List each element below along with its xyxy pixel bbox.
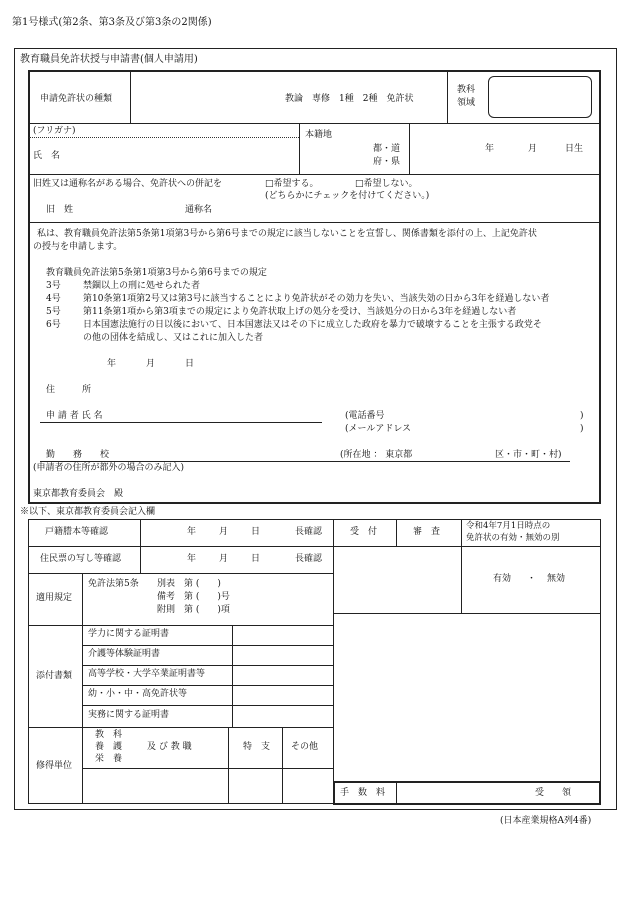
old-name-label: 旧 姓 xyxy=(46,205,74,215)
check-note: (どちらかにチェックを付けてください。) xyxy=(265,191,430,201)
alias-label: 通称名 xyxy=(185,205,213,215)
license-type-label: 申請免許状の種類 xyxy=(40,94,113,104)
juminhyo-chief-confirm: 長確認 xyxy=(295,554,323,564)
valid-dot: ・ xyxy=(527,574,537,584)
credit-sub-eiyo: 栄 養 xyxy=(95,754,123,764)
credit-sub-kyoka: 教 科 xyxy=(95,730,123,740)
license-type-value: 教論 専修 1種 2種 免許状 xyxy=(285,94,414,104)
rule-law: 免許法第5条 xyxy=(88,579,139,589)
attachment-item: 高等学校・大学卒業証明書等 xyxy=(88,669,206,679)
phone-close: ) xyxy=(580,411,584,421)
location-label: (所在地 ： 東京都 xyxy=(340,450,413,460)
address-label: 住 所 xyxy=(46,385,92,395)
koseki-chief-confirm: 長確認 xyxy=(295,527,323,537)
workplace-label: 勤 務 校 xyxy=(46,450,110,460)
wish-yes-checkbox[interactable]: □希望する。 xyxy=(265,179,319,189)
rule-item-no: 3号 xyxy=(46,281,61,291)
phone-label: (電話番号 xyxy=(345,411,385,421)
credits-label: 修得単位 xyxy=(36,761,73,771)
mail-close: ) xyxy=(580,424,584,434)
rule-item-text: 禁錮以上の刑に処せられた者 xyxy=(83,281,201,291)
office-right-grid xyxy=(333,519,601,804)
shinsa-label: 審 査 xyxy=(413,527,441,537)
subject-input[interactable] xyxy=(488,76,592,118)
juminhyo-month: 月 xyxy=(219,554,229,564)
attachments-label: 添付書類 xyxy=(36,671,73,681)
attachment-item: 実務に関する証明書 xyxy=(88,710,170,720)
fee-label: 手 数 料 xyxy=(340,788,386,798)
birth-month: 月 xyxy=(528,144,538,154)
honseki-label: 本籍地 xyxy=(305,130,333,140)
credit-kyoshoku: 及 び 教 職 xyxy=(147,742,192,752)
date-day: 日 xyxy=(185,359,195,369)
mail-label: (メールアドレス xyxy=(345,424,412,434)
furigana-label: (フリガナ) xyxy=(33,126,76,136)
declaration-line-1: 私は、教育職員免許法第5条第1項第3号から第6号までの規定に該当しないことを宣誓し、関係書類を添付の上、上記免許状 xyxy=(37,229,537,239)
attachment-item: 介護等体験証明書 xyxy=(88,649,161,659)
paper-spec: (日本産業規格A列4番) xyxy=(500,816,592,826)
rule-title: 教育職員免許法第5条第1項第3号から第6号までの規定 xyxy=(46,268,267,278)
rule-item-text: 第11条第1項から第3項までの規定により免許状取上げの処分を受け、当該処分の日から3年を経過しない者 xyxy=(83,307,517,317)
receipt-label: 受 領 xyxy=(535,788,572,798)
validity-head-2: 免許状の有効・無効の別 xyxy=(466,533,560,543)
prefecture-label-2: 府・県 xyxy=(373,157,401,167)
valid-option[interactable]: 有効 xyxy=(493,574,512,584)
declaration-line-2: の授与を申請します。 xyxy=(33,242,123,252)
prefecture-label-1: 都・道 xyxy=(373,144,401,154)
rule-item-6-continued: の他の団体を結成し、又はこれに加入した者 xyxy=(83,333,264,343)
subject-label-1: 教科 xyxy=(457,85,476,95)
rule-item-text: 日本国憲法施行の日以後において、日本国憲法又はその下に成立した政府を暴力で破壊することを主張する政党そ xyxy=(83,320,542,330)
rule-item-no: 6号 xyxy=(46,320,61,330)
location-suffix: 区・市・町・村) xyxy=(495,450,562,460)
validity-head-1: 令和4年7月1日時点の xyxy=(466,521,551,531)
rule-item-no: 4号 xyxy=(46,294,61,304)
addressee: 東京都教育委員会 殿 xyxy=(33,489,124,499)
apply-rule-label: 適用規定 xyxy=(36,593,73,603)
credit-sub-yogo: 養 護 xyxy=(95,742,123,752)
attachment-item: 幼・小・中・高免許状等 xyxy=(88,689,188,699)
applicant-name-field[interactable] xyxy=(40,422,322,423)
rule-item-text: 第10条第1項第2号又は第3号に該当することにより免許状がその効力を失い、当該失効の日から3年を経過しない者 xyxy=(83,294,550,304)
office-use-note: ※以下、東京都教育委員会記入欄 xyxy=(20,507,156,517)
name-label: 氏 名 xyxy=(33,151,61,161)
form-number: 第1号様式(第2条、第3条及び第3条の2関係) xyxy=(12,17,212,28)
birth-day: 日生 xyxy=(565,144,584,154)
attachment-item: 学力に関する証明書 xyxy=(88,629,170,639)
invalid-option[interactable]: 無効 xyxy=(547,574,566,584)
koseki-day: 日 xyxy=(251,527,261,537)
old-name-question: 旧姓又は通称名がある場合、免許状への併記を xyxy=(33,179,223,189)
subject-label-2: 領域 xyxy=(457,98,476,108)
form-title: 教育職員免許状授与申請書(個人申請用) xyxy=(20,54,198,65)
koseki-month: 月 xyxy=(219,527,229,537)
date-year: 年 xyxy=(107,359,117,369)
juminhyo-year: 年 xyxy=(187,554,197,564)
credit-tokushi: 特 支 xyxy=(243,742,271,752)
wish-no-checkbox[interactable]: □希望しない。 xyxy=(355,179,418,189)
rule-biko: 備考 第 ( )号 xyxy=(157,592,230,602)
credit-other: その他 xyxy=(291,742,319,752)
rule-item-no: 5号 xyxy=(46,307,61,317)
rule-fusoku: 附則 第 ( )項 xyxy=(157,605,230,615)
juminhyo-day: 日 xyxy=(251,554,261,564)
koseki-year: 年 xyxy=(187,527,197,537)
uketsuke-label: 受 付 xyxy=(350,527,378,537)
workplace-note: (申請者の住所が都外の場合のみ記入) xyxy=(33,463,185,473)
koseki-label: 戸籍謄本等確認 xyxy=(45,527,109,537)
applicant-name-label: 申 請 者 氏 名 xyxy=(46,411,103,421)
rule-beppyo: 別表 第 ( ) xyxy=(157,579,221,589)
workplace-field[interactable] xyxy=(40,461,570,462)
birth-year: 年 xyxy=(485,144,495,154)
juminhyo-label: 住民票の写し等確認 xyxy=(40,554,122,564)
date-month: 月 xyxy=(146,359,156,369)
